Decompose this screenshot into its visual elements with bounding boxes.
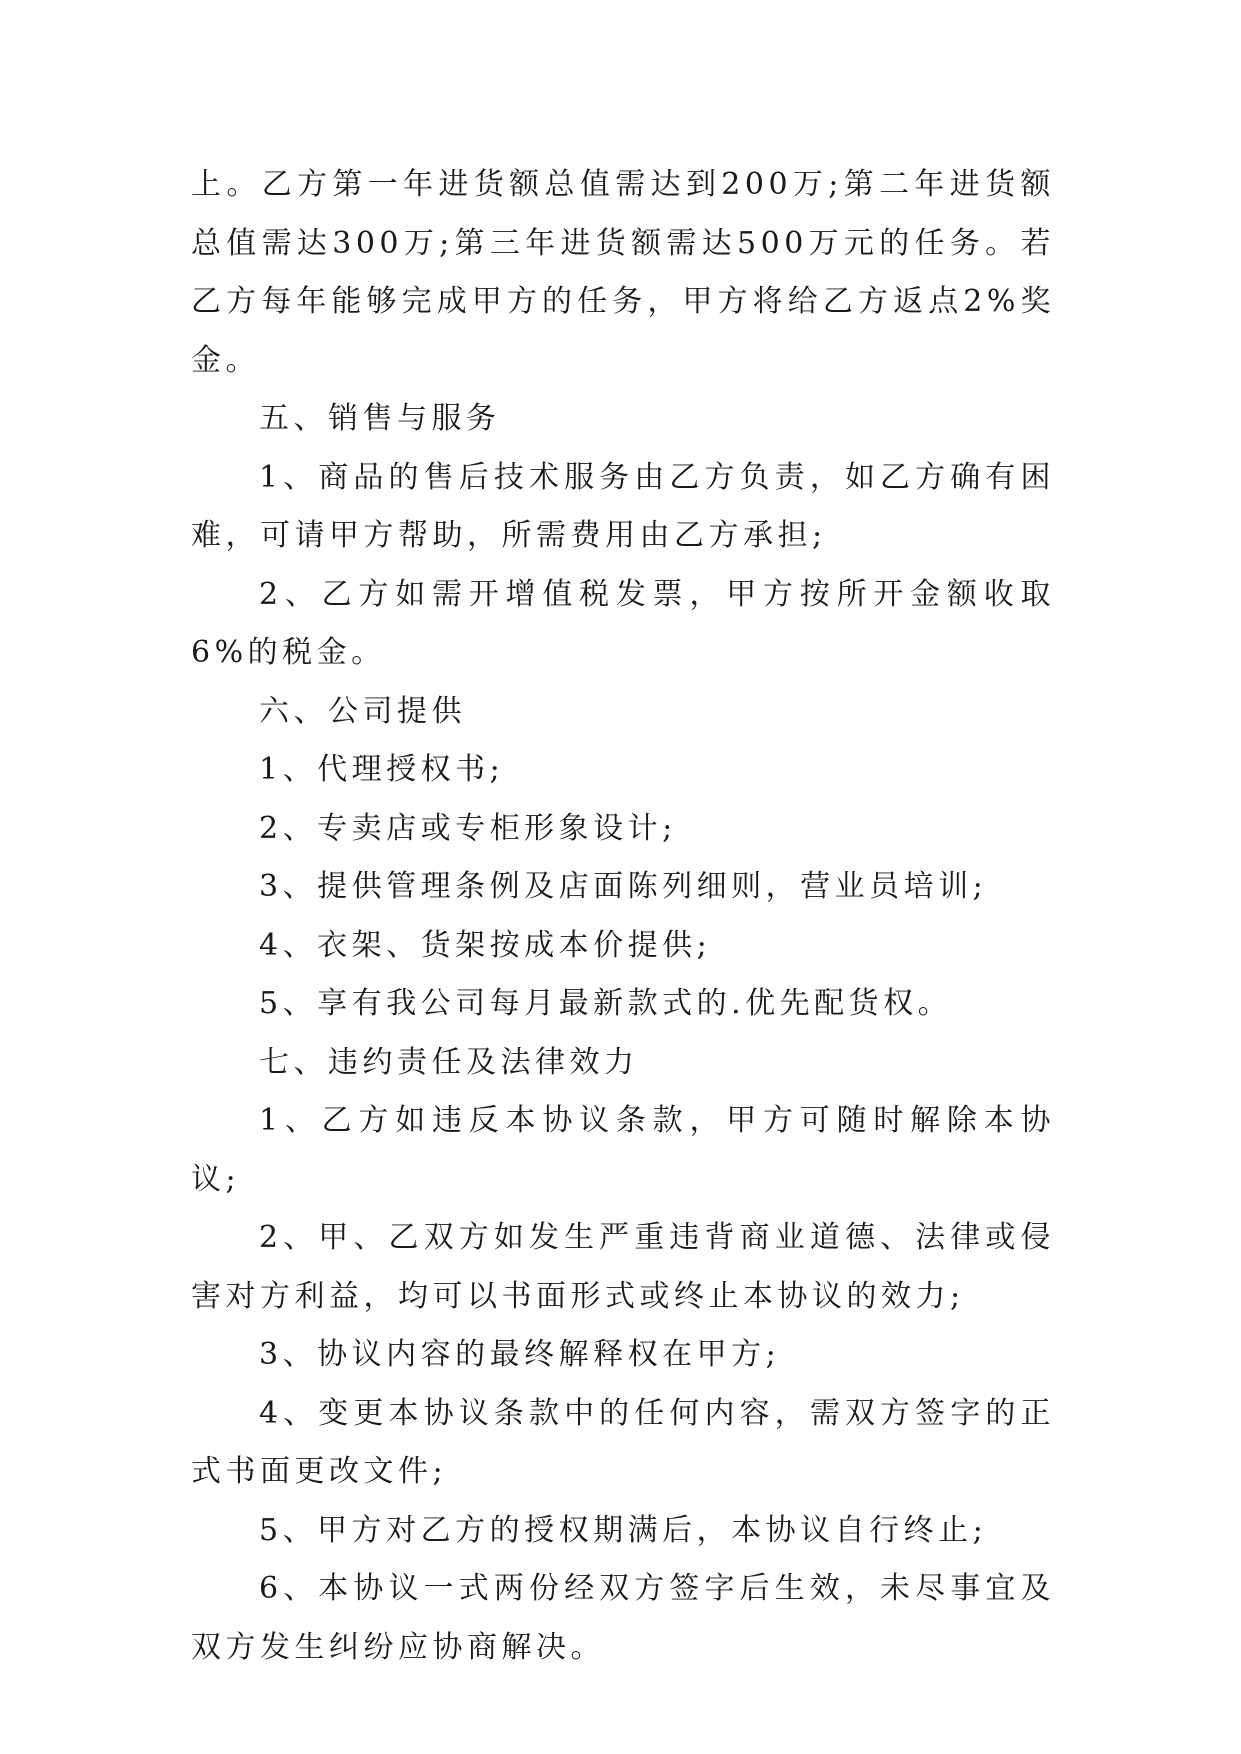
document-body	[191, 156, 1055, 1677]
list-item: 4、变更本协议条款中的任何内容，需双方签字的正式书面更改文件;	[191, 1395, 1055, 1489]
list-item: 3、协议内容的最终解释权在甲方;	[259, 1337, 781, 1372]
list-item: 5、甲方对乙方的授权期满后，本协议自行终止;	[259, 1512, 988, 1548]
list-item: 4、衣架、货架按成本价提供;	[259, 927, 712, 963]
section-heading-sales-service: 五、销售与服务	[259, 401, 501, 436]
list-item: 2、甲、乙双方如发生严重违背商业道德、法律或侵害对方利益，均可以书面形式或终止本协议的效力;	[191, 1220, 1055, 1314]
list-item: 1、代理授权书;	[259, 752, 505, 787]
paragraph: 2、乙方如需开增值税发票，甲方按所开金额收取6%的税金。	[191, 576, 1055, 670]
section-heading-liability: 七、违约责任及法律效力	[259, 1044, 639, 1080]
list-item: 1、乙方如违反本协议条款，甲方可随时解除本协议;	[191, 1103, 1055, 1197]
list-item: 2、专卖店或专柜形象设计;	[259, 810, 677, 846]
list-item: 5、享有我公司每月最新款式的.优先配货权。	[259, 986, 953, 1021]
section-heading-company-provides: 六、公司提供	[259, 693, 466, 729]
paragraph: 1、商品的售后技术服务由乙方负责，如乙方确有困难，可请甲方帮助，所需费用由乙方承担;	[191, 459, 1055, 553]
paragraph: 上。乙方第一年进货额总值需达到200万;第二年进货额总值需达300万;第三年进货额需达500万元的任务。若乙方每年能够完成甲方的任务，甲方将给乙方返点2%奖金。	[191, 167, 1055, 378]
list-item: 6、本协议一式两份经双方签字后生效，未尽事宜及双方发生纠纷应协商解决。	[191, 1571, 1055, 1665]
list-item: 3、提供管理条例及店面陈列细则，营业员培训;	[259, 869, 988, 904]
